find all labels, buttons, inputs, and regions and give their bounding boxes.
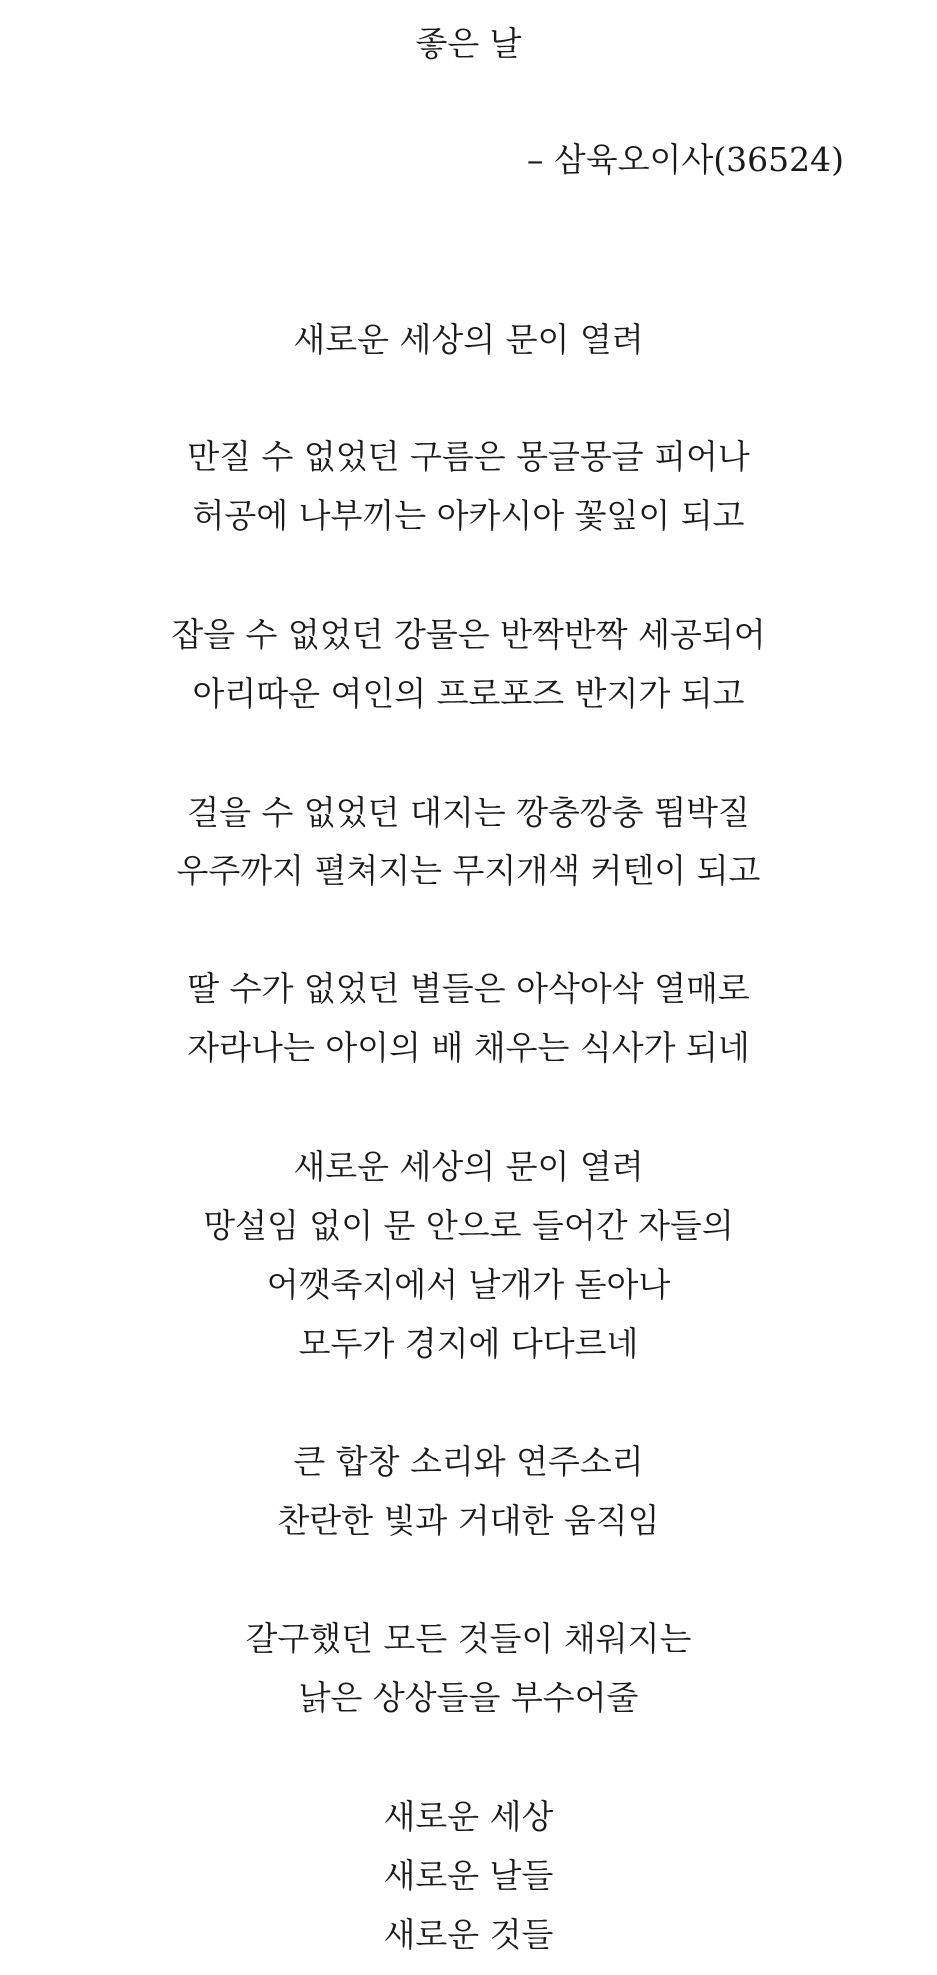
poem-line: 만질 수 없었던 구름은 몽글몽글 피어나 [187,437,750,476]
poem-line: 새로운 세상의 문이 열려 [293,320,644,359]
poem-line: 우주까지 펼쳐지는 무지개색 커텐이 되고 [176,851,761,890]
poem-line: 허공에 나부끼는 아카시아 꽃잎이 되고 [192,496,745,535]
poem-line: 새로운 날들 [383,1856,554,1895]
poem-line: 새로운 세상의 문이 열려 [293,1147,644,1186]
poem-line: 잡을 수 없었던 강물은 반짝반짝 세공되어 [171,615,766,654]
poem-line: 아리따운 여인의 프로포즈 반지가 되고 [192,674,745,713]
poem-line: 모두가 경지에 다다르네 [298,1324,639,1363]
poem-line: 큰 합창 소리와 연주소리 [293,1442,644,1481]
poem-line: 찬란한 빛과 거대한 움직임 [277,1501,660,1540]
poem-line: 망설임 없이 문 안으로 들어간 자들의 [203,1206,734,1245]
poem-title: 좋은 날 [415,24,522,63]
poem-line: 새로운 것들 [383,1915,554,1954]
poem-line: 딸 수가 없었던 별들은 아삭아삭 열매로 [187,969,750,1008]
poem-line: 어깻죽지에서 날개가 돋아나 [266,1265,671,1304]
poem-line: 낡은 상상들을 부수어줄 [298,1678,639,1717]
poem-line: 새로운 세상 [383,1797,554,1836]
poem-author: – 삼육오이사(36524) [526,140,844,179]
poem-line: 자라나는 아이의 배 채우는 식사가 되네 [187,1028,750,1067]
poem-line: 갈구했던 모든 것들이 채워지는 [245,1619,692,1658]
poem-line: 걸을 수 없었던 대지는 깡충깡충 뜀박질 [187,793,750,832]
